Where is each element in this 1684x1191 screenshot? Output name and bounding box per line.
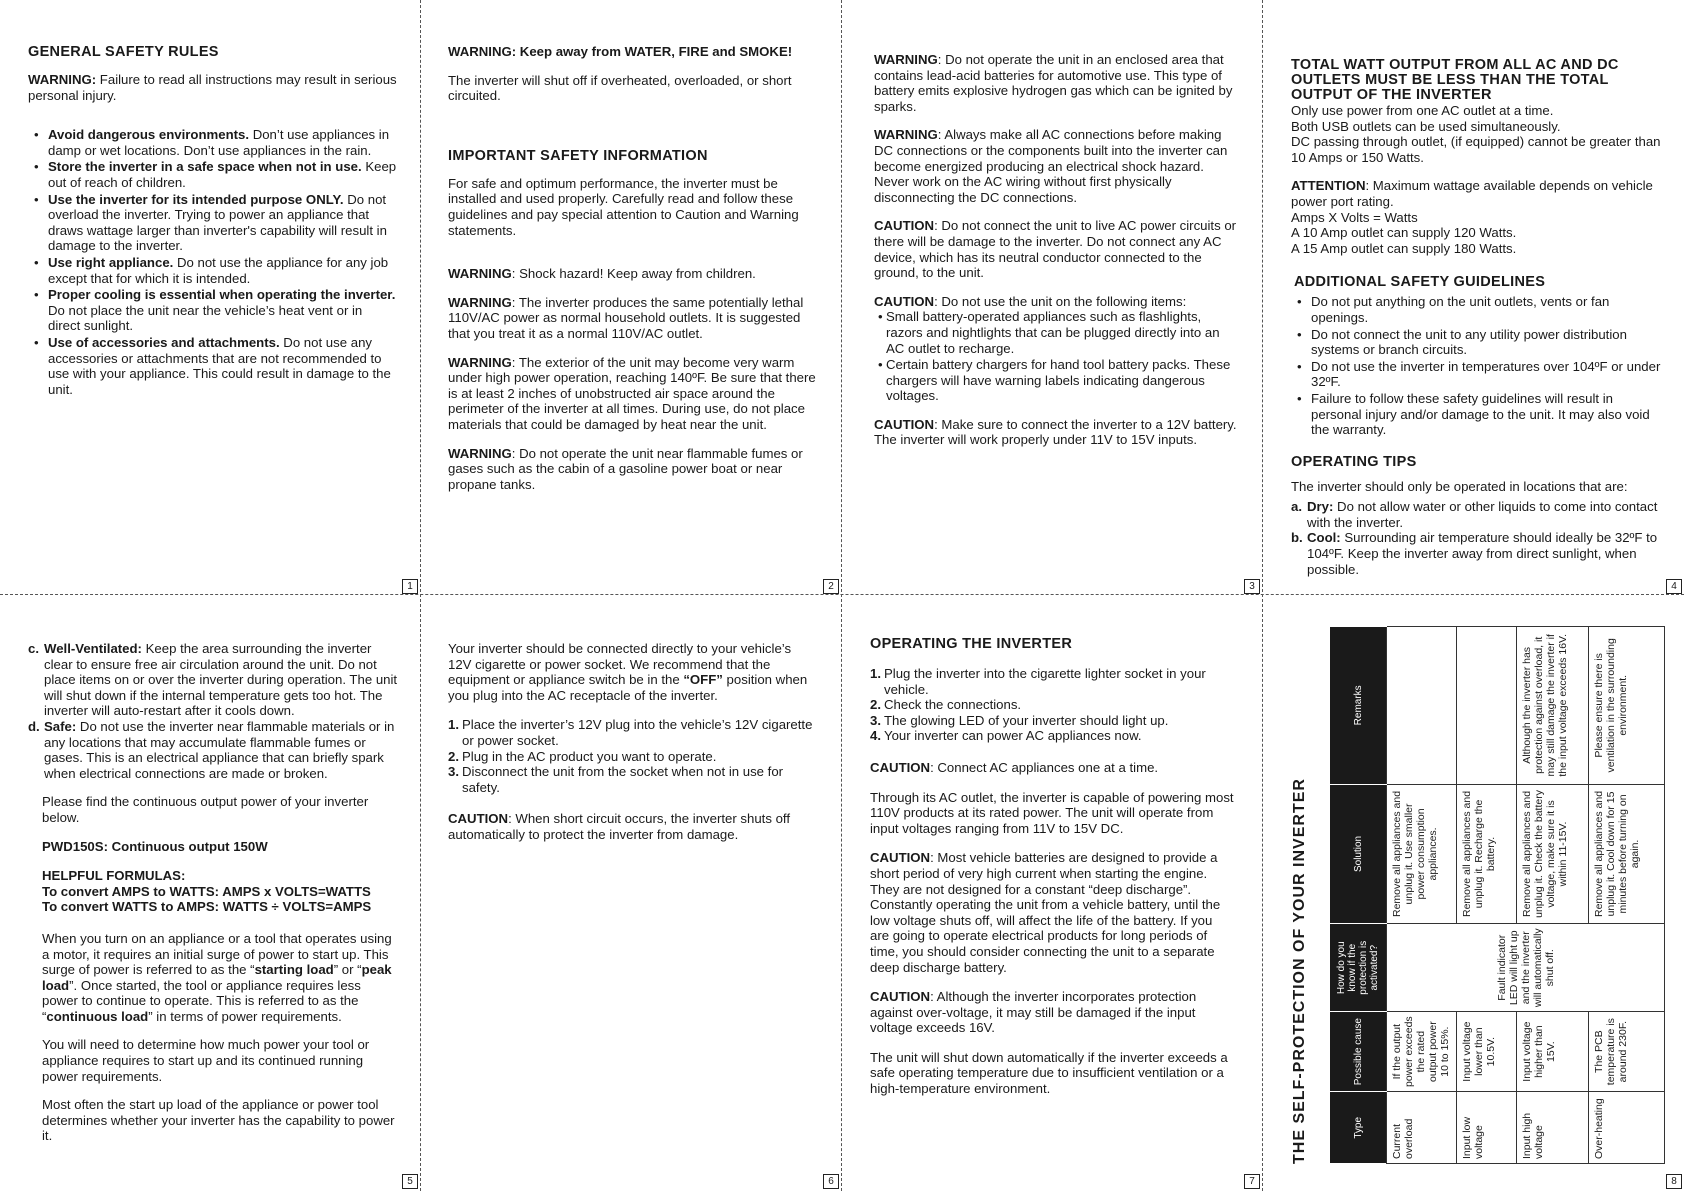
- formula: To convert WATTS to AMPS: WATTS ÷ VOLTS=AMPS: [42, 899, 372, 915]
- through-paragraph: Through its AC outlet, the inverter is capable of powering most 110V products at its rated power. The unit will operate from input voltages ranging from 11V to 15V DC.: [870, 789, 1234, 836]
- section-title: OPERATING THE INVERTER: [870, 636, 1073, 652]
- list-item: • Do not put anything on the unit outlets, vents or fan openings.: [1291, 294, 1661, 325]
- caution-items-list: [874, 309, 1240, 404]
- shutdown-paragraph: The unit will shut down automatically if the inverter exceeds a safe operating temperature due to insufficient ventilation or a high-temperature environment.: [870, 1049, 1228, 1097]
- tips-intro: The inverter should only be operated in locations that are:: [1291, 478, 1628, 494]
- table-cell: [1387, 627, 1457, 785]
- table-row: [1517, 627, 1589, 1164]
- list-item: • Use of accessories and attachments. Do not use any accessories or attachments that are not recommended to use with your appliance. This could result in damage to the unit.: [28, 335, 398, 397]
- page-number: 6: [823, 1174, 839, 1189]
- warning-paragraph: WARNING: Failure to read all instructions may result in serious personal injury.: [28, 72, 397, 103]
- table-cell: Input high voltage: [1517, 1092, 1589, 1164]
- table-cell: Input low voltage: [1457, 1092, 1517, 1164]
- safety-rules-list: [28, 127, 398, 397]
- self-protection-table: [1330, 626, 1665, 1164]
- tips-list: [28, 641, 400, 781]
- table-row: [1457, 627, 1517, 1164]
- section-title: TOTAL WATT OUTPUT FROM ALL AC AND DC OUTLETS MUST BE LESS THAN THE TOTAL OUTPUT OF THE INVERTER: [1291, 57, 1619, 103]
- caution-paragraph: CAUTION: When short circuit occurs, the inverter shuts off automatically to protect the inverter from damage.: [448, 811, 791, 842]
- table-cell: Remove all appliances and unplug it. Cool down for 15 minutes before turning on again.: [1589, 784, 1665, 924]
- self-protection-table-panel: [1291, 626, 1649, 1164]
- page-number: 2: [823, 579, 839, 594]
- page-number: 3: [1244, 579, 1260, 594]
- list-item: • Certain battery chargers for hand tool battery packs. These chargers will have warning labels indicating dangerous voltages.: [874, 357, 1240, 404]
- column-header: Type: [1330, 1092, 1387, 1164]
- attention-paragraph: ATTENTION: Maximum wattage available depends on vehicle power port rating.: [1291, 178, 1653, 209]
- list-item: • Store the inverter in a safe space when not in use. Keep out of reach of children.: [28, 159, 398, 190]
- list-item: 2. Check the connections.: [870, 697, 1022, 713]
- table-cell: Fault indicator LED will light up and the inverter will automatically shut off.: [1387, 924, 1665, 1012]
- list-item: 2. Plug in the AC product you want to operate.: [448, 748, 717, 764]
- steps-list: [448, 717, 818, 795]
- warning-paragraph: WARNING: Keep away from WATER, FIRE and SMOKE!: [448, 44, 793, 59]
- panel-important-safety: [448, 44, 818, 505]
- list-item: 3. The glowing LED of your inverter should light up.: [870, 712, 1169, 728]
- table-cell: Although the inverter has protection against overload, it may still damage the inverter if the input voltage exceeds 16V.: [1517, 627, 1589, 785]
- caution-paragraph: CAUTION: Do not connect the unit to live AC power circuits or there will be damage to the inverter. Do not connect any AC device, which has its neutral conductor connected to the ground, to the unit.: [874, 218, 1237, 281]
- table-cell: Input voltage lower than 10.5V.: [1457, 1012, 1517, 1092]
- caution-paragraph: CAUTION: Most vehicle batteries are designed to provide a short period of very high current when starting the engine. They are not designed for a constant “deep discharge”. Constantly operating the unit from a vehicle battery, until the low voltage shuts off, will affect the life of the battery. If you are going to operate electrical products for long periods of time, you should consider connecting the unit to a separate deep discharge battery.: [870, 850, 1221, 975]
- find-paragraph: Please find the continuous output power of your inverter below.: [42, 794, 369, 825]
- table-cell: [1457, 627, 1517, 785]
- power-rule-line: Only use power from one AC outlet at a time.: [1291, 103, 1554, 118]
- list-item: • Use the inverter for its intended purpose ONLY. Do not overload the inverter. Trying to power an appliance that draws wattage larger than inverter's capability will result in damage to the inverter.: [28, 192, 398, 254]
- list-item: 4. Your inverter can power AC appliances now.: [870, 728, 1142, 744]
- caution-paragraph: CAUTION: Make sure to connect the inverter to a 12V battery. The inverter will work properly under 11V to 15V inputs.: [874, 416, 1237, 448]
- page-number: 1: [402, 579, 418, 594]
- list-item: • Proper cooling is essential when operating the inverter. Do not place the unit near the vehicle’s heat vent or in direct sunlight.: [28, 287, 398, 334]
- list-item: a. Dry: Do not allow water or other liquids to come into contact with the inverter.: [1291, 499, 1658, 530]
- warning-paragraph: WARNING: The exterior of the unit may become very warm under high power operation, reaching 140ºF. Be sure that there is at least 2 inches of unobstructed air space around the perimeter of the inverter at all times. During use, do not place materials that could be damaged by heat near the unit.: [448, 354, 816, 432]
- column-header: Remarks: [1330, 627, 1387, 785]
- intro-paragraph: For safe and optimum performance, the inverter must be installed and used properly. Carefully read and follow these guidelines and pay special attention to Caution and Warning statements.: [448, 175, 799, 238]
- list-item: c. Well-Ventilated: Keep the area surrounding the inverter clear to ensure free air circulation around the unit. Do not place items on or over the inverter during operation. The unit will shut down if the internal temperature gets too hot. The inverter will auto-restart after it cools down.: [28, 641, 398, 719]
- column-header: How do you know if the protection is activated?: [1330, 924, 1387, 1012]
- table-cell: Input voltage higher than 15V.: [1517, 1012, 1589, 1092]
- table-row: [1589, 627, 1665, 1164]
- page-number: 5: [402, 1174, 418, 1189]
- table-cell: Remove all appliances and unplug it. Check the battery voltage, make sure it is within 11-15V.: [1517, 784, 1589, 924]
- formula: To convert AMPS to WATTS: AMPS x VOLTS=WATTS: [42, 883, 371, 899]
- shutoff-paragraph: The inverter will shut off if overheated, overloaded, or short circuited.: [448, 72, 792, 104]
- column-header: Possible cause: [1330, 1012, 1387, 1092]
- mostoften-paragraph: Most often the start up load of the appliance or power tool determines whether your inverter has the capability to power it.: [42, 1097, 395, 1144]
- panel-warnings-cautions: [874, 52, 1240, 461]
- steps-list: [870, 666, 1234, 744]
- attention-line: A 10 Amp outlet can supply 120 Watts.: [1291, 225, 1517, 241]
- attention-line: A 15 Amp outlet can supply 180 Watts.: [1291, 240, 1517, 256]
- list-item: b. Cool: Surrounding air temperature should ideally be 32ºF to 104ºF. Keep the inverter away from direct sunlight, when possible.: [1291, 530, 1658, 577]
- warning-paragraph: WARNING: Do not operate the unit in an enclosed area that contains lead-acid batteries for automotive use. This type of battery emits explosive hydrogen gas which can be ignited by sparks.: [874, 52, 1233, 114]
- panel-operating: [870, 636, 1234, 1110]
- fold-line-2: [841, 0, 842, 1191]
- page-number: 7: [1244, 1174, 1260, 1189]
- section-title: ADDITIONAL SAFETY GUIDELINES: [1294, 274, 1546, 291]
- list-item: 3. Disconnect the unit from the socket when not in use for safety.: [448, 764, 784, 795]
- warning-paragraph: WARNING: Always make all AC connections before making DC connections or the components built into the inverter can become energized producing an electrical shock hazard. Never work on the AC wiring without first physically disconnecting the DC connections.: [874, 127, 1228, 205]
- section-title: IMPORTANT SAFETY INFORMATION: [448, 147, 708, 164]
- table-cell: Current overload: [1387, 1092, 1457, 1164]
- table-header-row: [1330, 627, 1387, 1164]
- list-item: • Small battery-operated appliances such as flashlights, razors and nightlights that can be plugged directly into an AC outlet to recharge.: [874, 309, 1240, 356]
- caution-paragraph: CAUTION: Do not use the unit on the following items:: [874, 293, 1187, 309]
- formulas-title: HELPFUL FORMULAS:: [42, 868, 186, 884]
- list-item: d. Safe: Do not use the inverter near flammable materials or in any locations that may accumulate flammable fumes or gases. This is an electrical appliance that can briefly spark when electrical connections are made or broken.: [28, 718, 395, 781]
- list-item: 1. Plug the inverter into the cigarette lighter socket in your vehicle.: [870, 666, 1206, 697]
- list-item: 1. Place the inverter’s 12V plug into the vehicle’s 12V cigarette or power socket.: [448, 717, 813, 748]
- table-cell: Please ensure there is ventilation in the surrounding environment.: [1589, 627, 1665, 785]
- section-title: THE SELF-PROTECTION OF YOUR INVERTER: [1291, 778, 1308, 1164]
- panel-general-safety-rules: [28, 44, 398, 410]
- list-item: • Do not connect the unit to any utility power distribution systems or branch circuits.: [1291, 327, 1661, 358]
- panel-connection: [448, 641, 818, 856]
- column-header: Solution: [1330, 784, 1387, 924]
- power-rule-line: Both USB outlets can be used simultaneously.: [1291, 118, 1561, 134]
- warning-paragraph: WARNING: Shock hazard! Keep away from children.: [448, 266, 756, 282]
- warning-paragraph: WARNING: Do not operate the unit near flammable fumes or gases such as the cabin of a gasoline power boat or near propane tanks.: [448, 445, 803, 492]
- table-cell: If the output power exceeds the rated output power 10 to 15%.: [1387, 1012, 1457, 1092]
- caution-paragraph: CAUTION: Although the inverter incorporates protection against over-voltage, it may still be damaged if the input voltage exceeds 16V.: [870, 989, 1197, 1036]
- table-cell: Over-heating: [1589, 1092, 1665, 1164]
- table-cell: Remove all appliances and unplug it. Recharge the battery.: [1457, 784, 1517, 924]
- determine-paragraph: You will need to determine how much power your tool or appliance requires to start up and its continued running power requirements.: [42, 1037, 370, 1084]
- list-item: • Failure to follow these safety guidelines will result in personal injury and/or damage to the unit. It may also void the warranty.: [1291, 391, 1661, 438]
- table-cell: The PCB temperature is around 230F.: [1589, 1012, 1665, 1092]
- fold-line-1: [420, 0, 421, 1191]
- page-number: 8: [1666, 1174, 1682, 1189]
- page-number: 4: [1666, 579, 1682, 594]
- warning-paragraph: WARNING: The inverter produces the same potentially lethal 110V/AC power as normal household outlets. It is suggested that you treat it as a normal 110V/AC outlet.: [448, 294, 804, 341]
- power-rule-line: DC passing through outlet, (if equipped) cannot be greater than 10 Amps or 150 Watts.: [1291, 134, 1661, 165]
- fold-line-horizontal: [0, 594, 1684, 595]
- table-row: [1387, 627, 1457, 1164]
- panel-watt-output: [1291, 58, 1661, 589]
- guidelines-list: [1291, 294, 1661, 437]
- caution-paragraph: CAUTION: Connect AC appliances one at a time.: [870, 759, 1159, 775]
- intro-paragraph: Your inverter should be connected directly to your vehicle’s 12V cigarette or power socket. We recommend that the equipment or appliance switch be in the “OFF” position when you plug into the AC receptacle of the inverter.: [448, 641, 808, 703]
- table-cell: Remove all appliances and unplug it. Use smaller power consumption appliances.: [1387, 784, 1457, 924]
- model-output: PWD150S: Continuous output 150W: [42, 838, 268, 854]
- section-title: GENERAL SAFETY RULES: [28, 44, 219, 60]
- section-title: OPERATING TIPS: [1291, 453, 1417, 470]
- list-item: • Do not use the inverter in temperatures over 104ºF or under 32ºF.: [1291, 359, 1661, 390]
- panel-tips-formulas: [28, 641, 400, 1157]
- list-item: • Avoid dangerous environments. Don’t use appliances in damp or wet locations. Don’t use appliances in the rain.: [28, 127, 398, 158]
- tips-list: [1291, 499, 1661, 577]
- attention-line: Amps X Volts = Watts: [1291, 209, 1418, 225]
- list-item: • Use right appliance. Do not use the appliance for any job except that for which it is intended.: [28, 255, 398, 286]
- surge-paragraph: When you turn on an appliance or a tool that operates using a motor, it requires an initial surge of power to start up. This surge of power is referred to as the “starting load” or “peak load”. Once started, the tool or appliance requires less power to continue to operate. This is referred to as the “continuous load” in terms of power requirements.: [42, 930, 392, 1024]
- fold-line-3: [1262, 0, 1263, 1191]
